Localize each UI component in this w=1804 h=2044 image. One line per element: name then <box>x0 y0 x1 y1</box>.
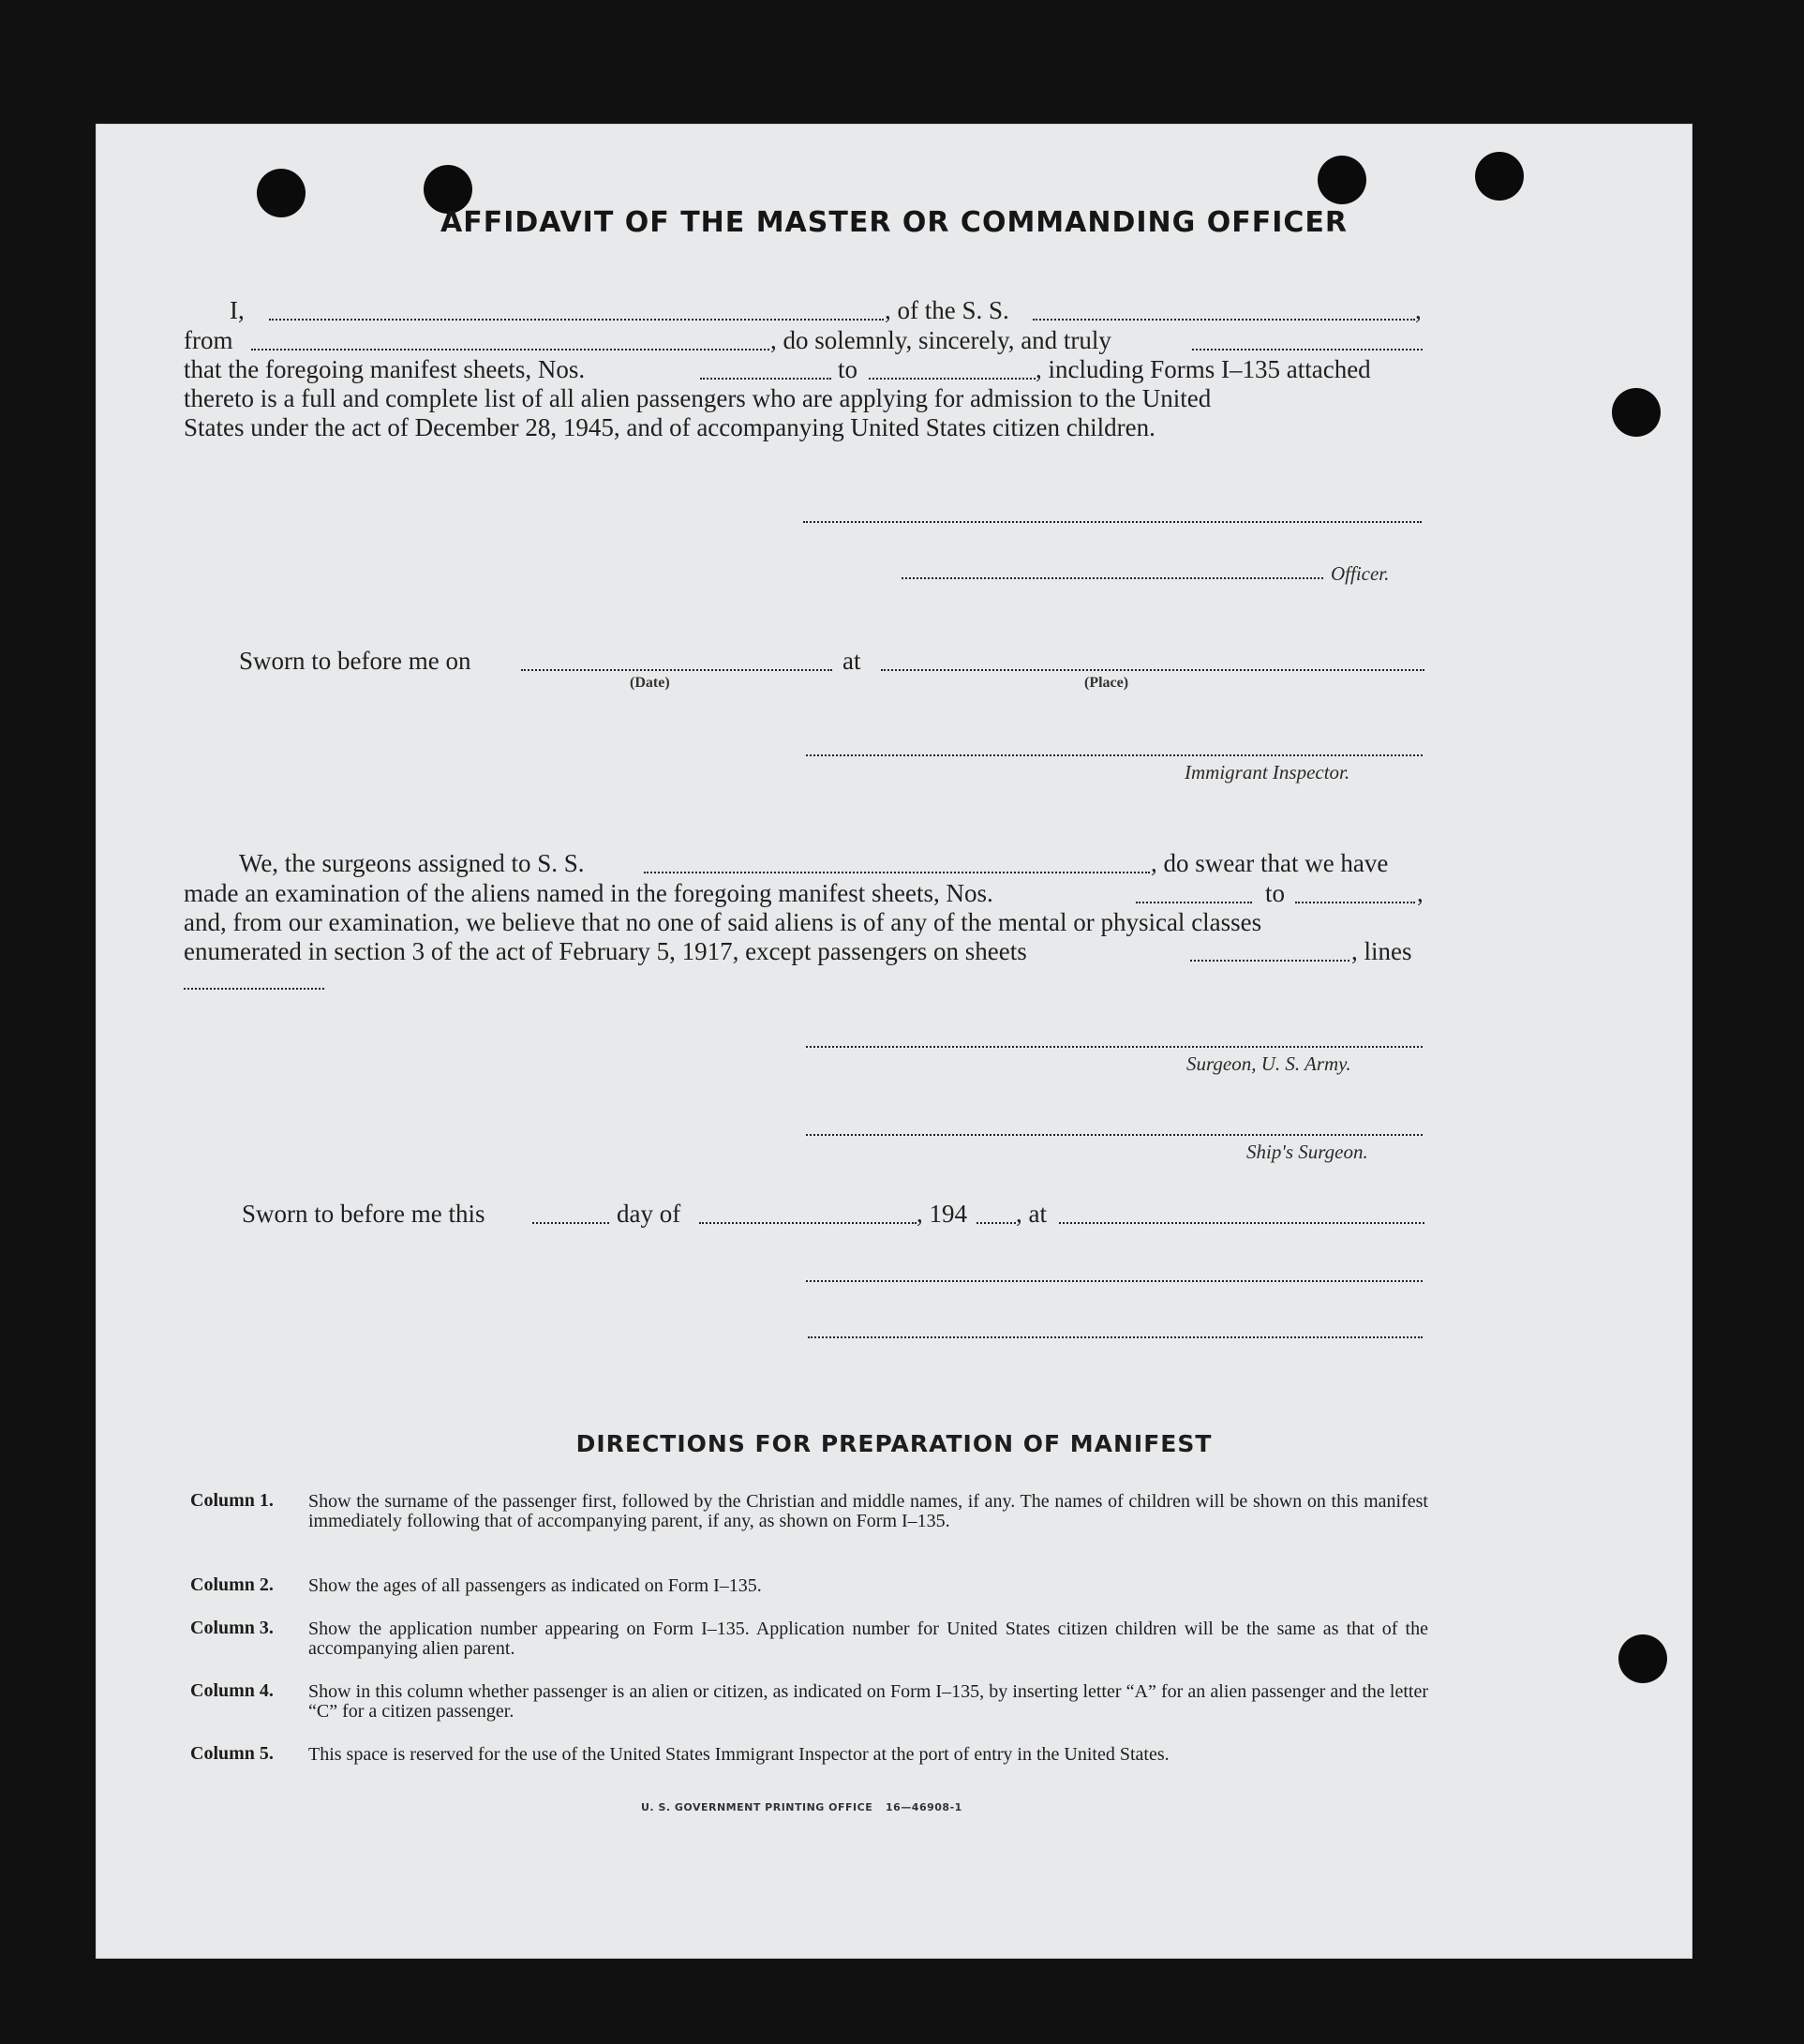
army-surgeon-label: Surgeon, U. S. Army. <box>1186 1052 1351 1075</box>
sworn-date-field[interactable] <box>521 669 832 671</box>
directions-title: DIRECTIONS FOR PREPARATION OF MANIFEST <box>575 1430 1213 1457</box>
officer-label: Officer. <box>1331 562 1390 585</box>
surgeons-line-2a: made an examination of the aliens named in the foregoing manifest sheets, Nos. <box>184 879 993 907</box>
affidavit-line-5: States under the act of December 28, 1945, and of accompanying United States citizen children. <box>184 413 1155 441</box>
surgeons-line-3: and, from our examination, we believe that no one of said aliens is of any of the mental or physical classes <box>184 908 1262 936</box>
column-3-text: Show the application number appearing on Form I–135. Application number for United States citizen children will be the same as that of the accompanying alien parent. <box>308 1619 1428 1659</box>
page-title: AFFIDAVIT OF THE MASTER OR COMMANDING OFFICER <box>440 206 1348 239</box>
from-port-field[interactable] <box>251 349 769 351</box>
sworn2-place-field[interactable] <box>1059 1222 1424 1224</box>
column-5-text: This space is reserved for the use of the United States Immigrant Inspector at the port of entry in the United States. <box>308 1744 1170 1765</box>
sheets-from-field[interactable] <box>700 378 831 380</box>
officer-signature-line-2[interactable] <box>902 577 1323 579</box>
printing-office-label: U. S. GOVERNMENT PRINTING OFFICE <box>641 1801 873 1813</box>
sheets-to-field[interactable] <box>869 378 1036 380</box>
affidavit-of-ss: , of the S. S. <box>885 296 1009 324</box>
surgeons-to: to <box>1265 879 1286 907</box>
swear-blank-field[interactable] <box>1192 349 1423 351</box>
sworn2-a: Sworn to before me this <box>242 1200 485 1228</box>
sworn2-signature-line-1[interactable] <box>806 1280 1423 1282</box>
sworn2-b: day of <box>617 1200 681 1228</box>
form-code: 16—46908-1 <box>886 1801 962 1813</box>
affidavit-swear: , do solemnly, sincerely, and truly <box>770 326 1111 354</box>
surgeons-line-4b: , lines <box>1351 937 1412 965</box>
place-caption: (Place) <box>1084 675 1129 691</box>
sworn2-d: , at <box>1016 1200 1047 1228</box>
surgeons-line-4a: enumerated in section 3 of the act of February 5, 1917, except passengers on sheets <box>184 937 1027 965</box>
sworn2-month-field[interactable] <box>699 1222 917 1224</box>
date-caption: (Date) <box>630 675 670 691</box>
ship-surgeon-label: Ship's Surgeon. <box>1246 1141 1368 1163</box>
officer-signature-line-1[interactable] <box>803 521 1422 523</box>
sworn2-signature-line-2[interactable] <box>808 1336 1423 1338</box>
surgeons-ship-field[interactable] <box>644 872 1150 873</box>
affidavit-to: to <box>838 355 858 383</box>
sworn-before-on: Sworn to before me on <box>239 647 471 675</box>
punch-hole-right-1 <box>1318 156 1366 204</box>
inspector-signature-line[interactable] <box>806 754 1423 756</box>
affidavit-i: I, <box>230 296 245 324</box>
affidavit-including: , including Forms I–135 attached <box>1036 355 1371 383</box>
ship-surgeon-signature-line[interactable] <box>806 1134 1423 1136</box>
punch-hole-right-2 <box>1475 152 1524 201</box>
column-1-text: Show the surname of the passenger first, followed by the Christian and middle names, if any. The names of children will be shown on this manifest immediately following that of accompanying parent, if any, as shown on Form I–135. <box>308 1491 1428 1531</box>
column-2-label: Column 2. <box>190 1574 274 1595</box>
ship-name-field[interactable] <box>1033 319 1415 321</box>
except-sheets-field[interactable] <box>1190 960 1349 962</box>
column-2-text: Show the ages of all passengers as indicated on Form I–135. <box>308 1575 762 1596</box>
surgeons-line-1b: , do swear that we have <box>1151 849 1389 877</box>
sworn2-day-field[interactable] <box>532 1222 609 1224</box>
surgeons-comma: , <box>1417 879 1424 907</box>
sworn-place-field[interactable] <box>881 669 1424 671</box>
lines-field[interactable] <box>184 988 324 990</box>
column-4-text: Show in this column whether passenger is an alien or citizen, as indicated on Form I–135, by inserting letter “A” for an alien passenger and the letter “C” for a citizen passenger. <box>308 1681 1428 1722</box>
exam-sheets-to-field[interactable] <box>1295 902 1415 903</box>
affidavit-comma: , <box>1415 296 1422 324</box>
column-5-label: Column 5. <box>190 1743 274 1764</box>
sworn-at: at <box>842 647 861 675</box>
column-4-label: Column 4. <box>190 1680 274 1701</box>
punch-hole-side-2 <box>1618 1634 1667 1683</box>
column-1-label: Column 1. <box>190 1490 274 1511</box>
master-name-field[interactable] <box>269 319 884 321</box>
surgeons-line-1a: We, the surgeons assigned to S. S. <box>239 849 585 877</box>
army-surgeon-signature-line[interactable] <box>806 1046 1423 1048</box>
inspector-label: Immigrant Inspector. <box>1185 761 1350 783</box>
affidavit-line-4: thereto is a full and complete list of all alien passengers who are applying for admission to the United <box>184 384 1212 412</box>
sworn2-year-field[interactable] <box>977 1222 1016 1224</box>
form-page <box>96 124 1692 1959</box>
punch-hole-side-1 <box>1612 388 1661 437</box>
affidavit-sheets: that the foregoing manifest sheets, Nos. <box>184 355 586 383</box>
sworn2-c: , 194 <box>917 1200 967 1228</box>
affidavit-from: from <box>184 326 233 354</box>
exam-sheets-from-field[interactable] <box>1136 902 1252 903</box>
column-3-label: Column 3. <box>190 1618 274 1638</box>
